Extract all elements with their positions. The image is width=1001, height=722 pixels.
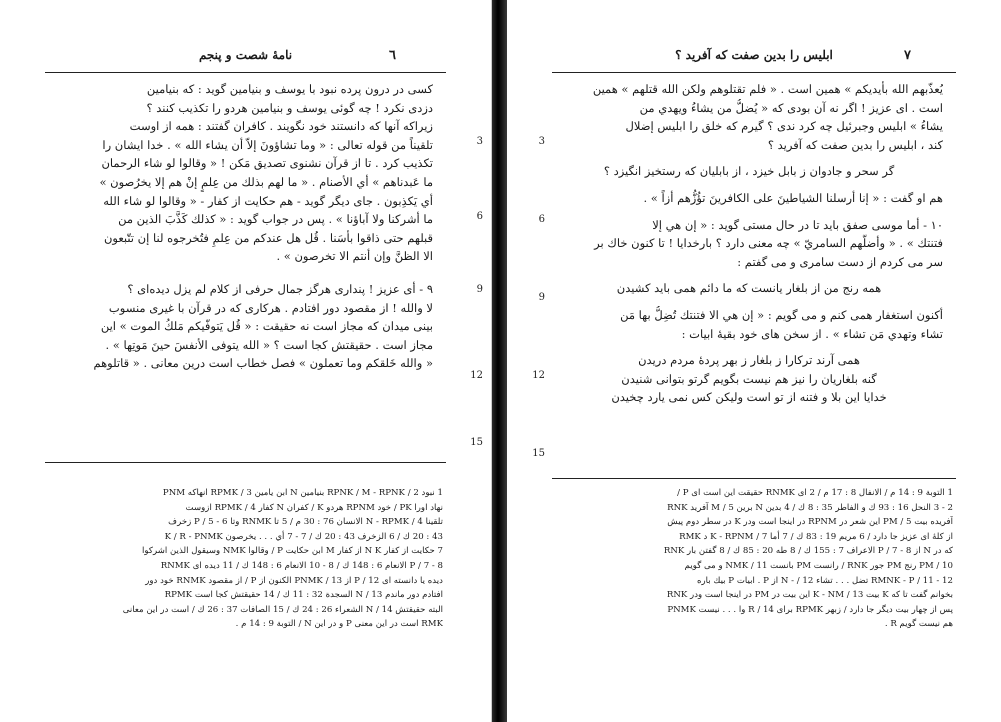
verse-line: خدايا اين بلا و فتنه از تو است ولیكن كس نمى يارد چخيدن	[611, 390, 887, 405]
footnote-line: 7 حكايت از كفار N K از كفار M ابن حكايت P / وقالوا NMK وسيقول الذين اشركوا	[142, 546, 443, 557]
left-page-number: ٦	[389, 48, 396, 63]
right-page-body	[555, 80, 943, 415]
text-line: است . اى عزيز ! اگر نه آن بودى كه « يُضلُّ من يشاءُ ويهدي من	[639, 100, 943, 115]
text-line: يشاءُ » ابليس وجبرئيل چه كرد ندى ؟ گيرم كه خلق را ابليس إضلال	[625, 119, 943, 134]
text-line: دزدى نكرد ! چه گوئى يوسف و بنيامين هردو را تكذيب كنند ؟	[146, 100, 433, 115]
footnote-line: PM / 10 رنج PM جور RNK / رانست PM بانست NMK / 11 و مى گويم	[684, 560, 953, 571]
footnote-line: RMNK - P / 11 - 12 تضل . . . تشاء N - / 12 از P . ابيات P بيك باره	[696, 575, 953, 586]
verse-line: گنه بلغاريان را نيز هم نيست بگويم گرتو بتوانى شنيدن	[621, 371, 877, 386]
left-page-header	[40, 48, 451, 70]
footnote-line: P / 7 - 8 الانعام 6 : 148 ك / 8 - 10 الانعام 6 : 148 ك / 11 ديده اى RNMK	[160, 560, 443, 571]
text-line: هم او گفت : « إنا أرسلنا الشياطينَ على الكافرينَ تؤُزُّهم أزاً » .	[643, 190, 943, 205]
line-number: 6	[476, 211, 483, 222]
text-line: ما عَبدناهم » أي الأصنام . « ما لهم بذلك من عِلمٍ إنْ هم إلا يخرُصون »	[99, 174, 433, 189]
left-header-rule	[45, 72, 446, 73]
text-line: الا الظنَّ وإن أنتم الا تخرصون » .	[276, 249, 433, 264]
book-gutter	[492, 0, 507, 722]
footnote-line: آفريده بيت PM / 5 اين شعر در RPNM در اينجا است ودر K در سطر دوم پيش	[667, 517, 953, 528]
text-line: أي يَكذِبون . جاى ديگر گويد - هم حكايت از كفار - « وقالوا لو شاء الله	[103, 193, 433, 208]
left-footnotes	[45, 486, 443, 632]
text-line: تكذيب كرد . تا از قرآن نشنوى تصديق مَكن ! « وقالوا لو شاء الرحمان	[101, 156, 433, 171]
text-line: كسى در درون پرده نبود با يوسف و بنيامين گويد : كه بنيامين	[146, 82, 433, 96]
footnote-line: كه در N از P / 7 - 8 الاعراف 7 : 155 ك / 8 طه 20 : 85 ك / 8 گفتن بار RNK	[663, 546, 953, 557]
verse-line: همى آرند تركارا ز بلغار ز بهر پردهٔ مردم دريدن	[638, 353, 860, 368]
footnote-line: تلقينا N - RPMK / 4 الانسان 76 : 30 م / 5 تا RNMK وتا P / 5 - 6 زخرف	[168, 517, 443, 528]
right-paragraph-2	[555, 189, 943, 208]
footnote-line: نهاد اورا PK / خود RPNM هردو K / كفران N كفار RPMK / 4 ازوست	[185, 502, 443, 513]
text-line: سر مى كردم از دست سامرى و مى گفتم :	[737, 254, 943, 269]
line-number: 3	[538, 136, 545, 147]
footnote-line: ديده يا دانسته اى P / 12 از PNMK / 13 الكنون از P / از مقصود RNMK خود دور	[145, 575, 443, 586]
line-number: 12	[532, 370, 545, 381]
text-line: أكنون استغفار همى كنم و مى گويم : « إن هي الا فتنتك تُضِلُّ بها مَن	[620, 307, 943, 322]
right-footnote-rule	[552, 478, 956, 479]
right-page-header	[547, 48, 961, 70]
right-page-running-title: ابليس را بدين صفت كه آفريد ؟	[675, 48, 833, 62]
right-verses-3	[555, 351, 943, 407]
verse-line: گر سحر و جادوان ز بابل خيزد ، از بابليان كه رستخيز انگيزد ؟	[603, 164, 895, 179]
text-line: تلقيناً من قوله تعالى : « وما تشاؤونَ إلاّ أن يشاء الله » . خدا ايشان را	[102, 137, 433, 152]
line-number: 12	[470, 370, 483, 381]
footnote-line: افتادم دور ماندم N / 13 السجدة 32 : 11 ك / 14 حقيقتش كجا است RPMK	[164, 590, 443, 601]
left-page-running-title: نامهٔ شصت و پنجم	[198, 48, 293, 62]
footnote-line: پس از چهار بيت ديگر جا دارد / زبهر RPMK براى R / 14 وا . . . نيست PNMK	[667, 604, 953, 615]
text-line: ١٠ - أما موسى صفق بايد تا در حال مستى گويد : « إن هي إلا	[652, 217, 943, 232]
right-verse-1	[555, 162, 943, 181]
line-number: 9	[538, 292, 545, 303]
text-line: بينى ميدان كه مجاز است نه حقيقت : « قُل يَتوفّيكم مَلكُ الموت » اين	[100, 319, 433, 334]
line-number: 3	[476, 136, 483, 147]
footnote-line: 2 - 3 النحل 16 : 93 ك و الفاطر 35 : 8 ك / 4 بدين N برين M / 5 آفريد RNK	[667, 502, 953, 513]
text-line: « والله خَلقكم وما تعملون » فصل خطاب است درين معانى . « قاتلوهم	[93, 356, 433, 371]
footnote-line: 43 : 20 ك / 6 الزخرف 43 : 20 ك / 7 - 7 أي . . . يخرصون K / R - PNMK	[164, 531, 443, 542]
footnote-line: البته حقيقتش N / 14 الشعراء 26 : 24 ك / 15 الصافات 37 : 26 ك / است در اين معانى	[122, 604, 443, 615]
footnote-line: از كلهٔ اى عزيز جا دارد / 6 مريم 19 : 83 ك / 7 أما K - RPNM / 7 د RMK	[679, 531, 953, 542]
text-line: كند ، ابليس را بدين صفت كه آفريد ؟	[767, 137, 943, 152]
right-page-number: ٧	[904, 48, 911, 63]
left-paragraph-1	[48, 80, 433, 266]
text-line: يُعذّبهم الله بأيديكم » همين است . « فلم تقتلوهم ولكن الله قتلهم » همين	[592, 82, 943, 96]
text-line: تشاء وتهدي مَن تشاء » . از سخن هاى خود بقيهٔ ابيات :	[681, 326, 943, 341]
text-line: ما أشركنا ولا آباؤنا » . پس در جواب گويد : « كذلك كَذَّبَ الذين من	[118, 212, 433, 227]
footnote-line: بخوانم گفت تا كه K بيت K - NM / 13 اين بيت در PM در اينجا است ودر RNK	[666, 590, 953, 601]
left-footnote-rule	[45, 462, 446, 463]
left-page	[0, 0, 492, 722]
right-header-rule	[552, 72, 956, 73]
right-footnotes	[552, 486, 953, 632]
right-verse-2	[555, 279, 943, 298]
line-number: 15	[532, 448, 545, 459]
verse-line: همه رنج من از بلغار يانست كه ما دائم همى بايد كشيدن	[616, 281, 882, 296]
line-number: 6	[538, 214, 545, 225]
text-line: فتنتك » . « وأضلَّهم السامريّ » چه معنى دارد ؟ بارخدايا ! تا كنون خاك بر	[594, 236, 943, 251]
footnote-line: 1 نبود RPNK / M - RPNK / 2 بنيامين N ابن يامين RPMK / 3 انهاكه PNM	[162, 488, 443, 498]
left-paragraph-2	[48, 280, 433, 373]
footnote-line: هم نيست گويم R .	[884, 619, 953, 630]
text-line: مجاز است . حقيقتش كجا است ؟ « الله يتوفى الأنفسَ حينَ مَوتِها » .	[105, 337, 433, 352]
left-page-body	[48, 80, 433, 381]
right-paragraph-3	[555, 216, 943, 272]
footnote-line: RMK است در اين معنى P و در اين N / التوبة 9 : 14 م .	[235, 619, 443, 630]
right-paragraph-4	[555, 306, 943, 343]
right-paragraph-1	[555, 80, 943, 154]
line-number: 9	[476, 284, 483, 295]
text-line: لا والله ! از مقصود دور افتادم . هركارى كه در قرآن با غيرى منسوب	[108, 300, 433, 315]
text-line: قبلهم حتى ذاقوا بأسَنا . قُل هل عندكم من عِلمٍ فتُخرجوه لنا إن تتّبعون	[103, 230, 433, 245]
footnote-line: 1 التوبة 9 : 14 م / الانفال 8 : 17 م / 2 اى RNMK حقيقت اين است اى P /	[677, 488, 953, 498]
right-page	[507, 0, 1001, 722]
text-line: زيراكه آنها كه دانستند خود نگويند . كافران گفتند : همه از اوست	[129, 119, 433, 134]
text-line: ٩ - أى عزيز ! پندارى هرگز جمال حرفى از كلام لم يزل ديده‌اى ؟	[127, 281, 433, 296]
line-number: 15	[470, 437, 483, 448]
